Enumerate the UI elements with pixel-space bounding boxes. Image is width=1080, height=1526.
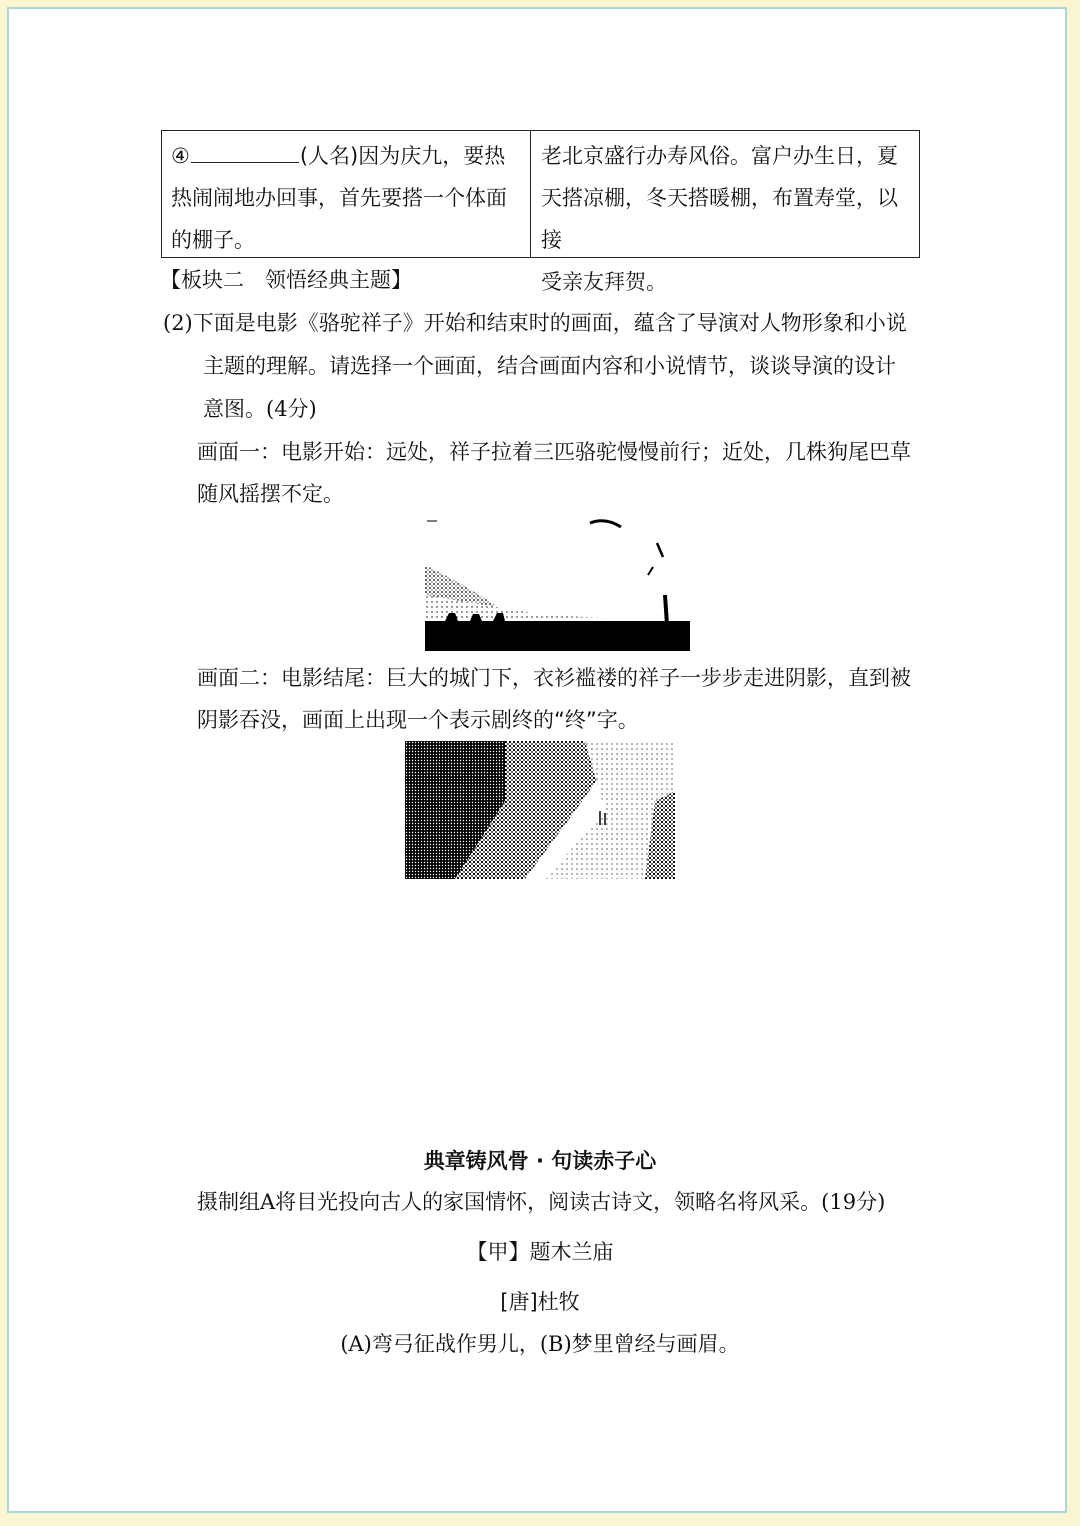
table-cell-right-line2: 天搭凉棚，冬天搭暖棚，布置寿堂，以接	[541, 186, 898, 252]
scene2-line1: 画面二：电影结尾：巨大的城门下，衣衫褴褛的祥子一步步走进阴影，直到被	[197, 666, 911, 690]
section2-heading: 【板块二 领悟经典主题】	[160, 268, 412, 292]
question-2-line1: (2)下面是电影《骆驼祥子》开始和结束时的画面，蕴含了导演对人物形象和小说	[163, 311, 907, 335]
film-still-ending	[405, 741, 675, 879]
film-still-opening-graphic	[425, 515, 690, 651]
fill-blank	[191, 138, 299, 163]
scene2-line2: 阴影吞没，画面上出现一个表示剧终的“终”字。	[197, 708, 639, 732]
table-cell-left	[162, 131, 531, 257]
table-cell-left-line3: 的棚子。	[171, 228, 255, 252]
left-text-after-blank: (人名)因为庆九，要热	[299, 144, 506, 168]
table-cell-left-line1	[171, 135, 522, 177]
scene1-line2: 随风摇摆不定。	[197, 482, 344, 506]
scene1-line1: 画面一：电影开始：远处，祥子拉着三匹骆驼慢慢前行；近处，几株狗尾巴草	[197, 440, 911, 464]
table-cell-right-line1: 老北京盛行办寿风俗。富户办生日，夏	[541, 144, 898, 168]
film-still-opening	[425, 515, 690, 651]
poem-line1: (A)弯弓征战作男儿，(B)梦里曾经与画眉。	[340, 1332, 740, 1356]
question-2-line3: 意图。(4分)	[203, 397, 317, 421]
poem-title: 【甲】题木兰庙	[466, 1240, 614, 1264]
table-cell-left-line2: 热闹闹地办回事，首先要搭一个体面	[171, 186, 507, 210]
section3-title: 典章铸风骨 · 句读赤子心	[423, 1149, 657, 1173]
film-still-ending-graphic	[405, 741, 675, 879]
table-cell-right	[531, 131, 919, 294]
question-2-line2: 主题的理解。请选择一个画面，结合画面内容和小说情节，谈谈导演的设计	[203, 354, 896, 378]
poem-author: [唐]杜牧	[500, 1290, 580, 1314]
table-cell-right-line3: 受亲友拜贺。	[541, 270, 667, 294]
section3-intro: 摄制组A将目光投向古人的家国情怀，阅读古诗文，领略名将风采。(19分)	[197, 1190, 886, 1214]
circled-number: ④	[171, 144, 190, 168]
